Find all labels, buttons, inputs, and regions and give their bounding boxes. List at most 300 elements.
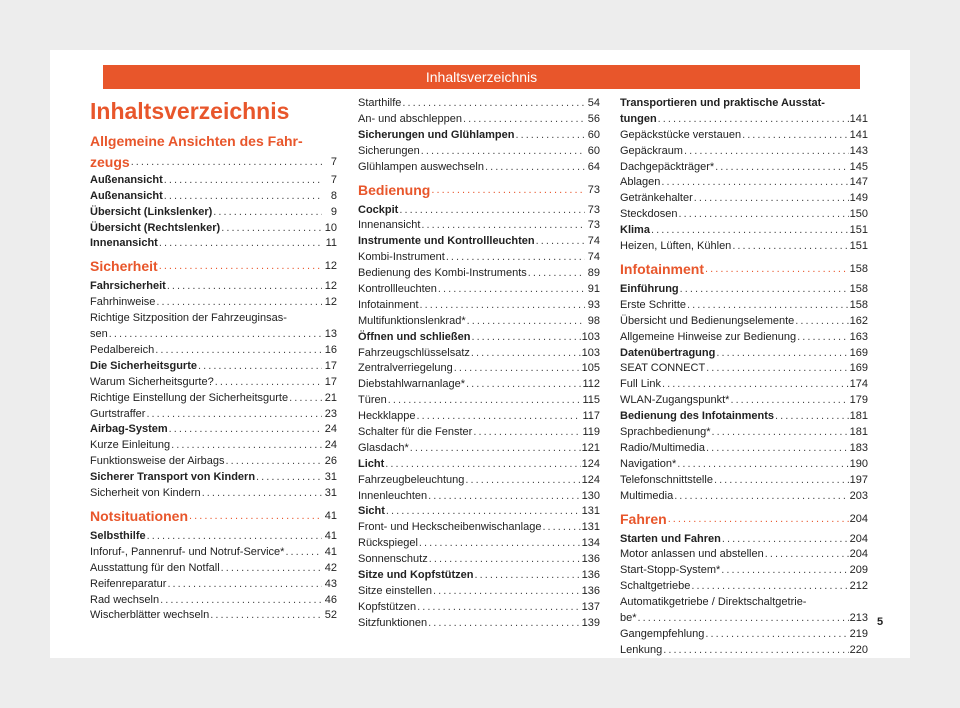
toc-entry[interactable] [358, 144, 600, 159]
toc-page-number: 163 [849, 330, 868, 343]
toc-entry[interactable] [90, 173, 337, 188]
toc-page-number: 24 [324, 423, 337, 436]
toc-entry[interactable] [358, 616, 600, 631]
toc-entry[interactable] [358, 314, 600, 329]
toc-page-number: 26 [324, 455, 337, 468]
toc-entry[interactable] [620, 532, 868, 547]
toc-entry-title: Starthilfe [358, 97, 402, 109]
toc-entry[interactable] [358, 552, 600, 567]
toc-page-number: 46 [324, 593, 337, 606]
dot-leader [706, 361, 848, 376]
toc-page-number: 73 [587, 183, 600, 196]
toc-section[interactable] [90, 153, 337, 172]
dot-leader [463, 112, 585, 127]
toc-entry[interactable] [620, 346, 868, 361]
toc-entry[interactable] [620, 191, 868, 206]
toc-entry-title: Schalter für die Fenster [358, 426, 473, 439]
dot-leader [663, 643, 848, 658]
toc-entry-title: Selbsthilfe [90, 530, 146, 543]
toc-entry[interactable] [358, 96, 600, 111]
toc-entry-title: Sitzfunktionen [358, 616, 428, 629]
dot-leader [485, 160, 585, 175]
dot-leader [221, 561, 322, 576]
toc-column-1 [90, 96, 337, 624]
dot-leader [256, 470, 322, 485]
toc-page-number: 41 [324, 545, 337, 558]
toc-entry-title: Lenkung [620, 643, 663, 656]
toc-entry[interactable] [90, 545, 337, 560]
dot-leader [226, 454, 322, 469]
toc-page-number: 24 [324, 439, 337, 452]
dot-leader [160, 593, 322, 608]
toc-entry-title: Motor anlassen und abstellen [620, 548, 764, 561]
toc-entry-title: Glasdach* [358, 441, 409, 454]
toc-entry-title: Türen [358, 394, 387, 407]
header-title: Inhaltsverzeichnis [425, 69, 538, 85]
toc-entry-title: Fahrsicherheit [90, 280, 166, 293]
toc-entry[interactable] [620, 643, 868, 658]
toc-page-number: 150 [849, 208, 868, 221]
toc-entry-title: Fahrhinweise [90, 296, 156, 309]
toc-entry-title: Rückspiegel [358, 537, 418, 550]
dot-leader [687, 298, 849, 313]
toc-page-number: 124 [581, 473, 600, 486]
toc-entry[interactable] [620, 425, 868, 440]
dot-leader [156, 295, 322, 310]
toc-page-number: 103 [581, 330, 600, 343]
toc-entry-title: Pedalbereich [90, 344, 155, 357]
toc-entry-title: Rad wechseln [90, 593, 160, 606]
toc-page-number: 74 [587, 251, 600, 264]
toc-entry[interactable] [358, 112, 600, 127]
toc-entry[interactable] [620, 563, 868, 578]
toc-page-number: 74 [587, 235, 600, 248]
toc-entry-title: Kopfstützen [358, 600, 417, 613]
dot-leader [542, 520, 580, 535]
toc-entry-title: Außenansicht [90, 173, 163, 186]
toc-page-number: 158 [849, 283, 868, 296]
toc-page-number: 209 [849, 564, 868, 577]
dot-leader [419, 536, 581, 551]
toc-entry[interactable] [90, 236, 337, 251]
dot-leader [797, 330, 849, 345]
toc-entry[interactable] [90, 407, 337, 422]
toc-page-number: 12 [324, 280, 337, 293]
dot-leader [420, 298, 585, 313]
toc-page-number: 151 [849, 224, 868, 237]
toc-page-number: 12 [324, 260, 337, 273]
toc-entry-title: Multimedia [620, 489, 674, 502]
toc-entry-title: sen [90, 328, 108, 341]
toc-entry[interactable] [90, 359, 337, 374]
toc-entry[interactable] [358, 457, 600, 472]
toc-page-number: 203 [849, 489, 868, 502]
toc-entry[interactable] [90, 343, 337, 358]
page-number: 5 [877, 616, 884, 628]
dot-leader [428, 489, 581, 504]
dot-leader [159, 257, 322, 276]
toc-page-number: 220 [849, 643, 868, 656]
toc-page-number: 31 [324, 471, 337, 484]
toc-page-number: 134 [581, 537, 600, 550]
dot-leader [446, 250, 585, 265]
toc-entry[interactable] [620, 160, 868, 175]
dot-leader [467, 314, 585, 329]
toc-entry[interactable] [358, 393, 600, 408]
toc-entry-title: be* [620, 612, 637, 625]
toc-page-number: 103 [581, 346, 600, 359]
toc-page-number: 136 [581, 553, 600, 566]
toc-entry[interactable] [358, 346, 600, 361]
toc-page-number: 219 [849, 627, 868, 640]
dot-leader [466, 377, 581, 392]
toc-entry[interactable] [620, 314, 868, 329]
toc-page-number: 64 [587, 160, 600, 173]
dot-leader [536, 234, 585, 249]
dot-leader [651, 223, 849, 238]
toc-entry[interactable] [620, 144, 868, 159]
toc-entry[interactable] [620, 489, 868, 504]
dot-leader [775, 409, 849, 424]
toc-page-number: 11 [325, 237, 337, 250]
dot-leader [706, 441, 849, 456]
toc-entry-title: Sitze und Kopfstützen [358, 569, 474, 582]
toc-entry[interactable] [358, 330, 600, 345]
toc-page-number: 183 [849, 441, 868, 454]
toc-entry[interactable] [620, 393, 868, 408]
toc-entry-title: Übersicht (Linkslenker) [90, 205, 213, 218]
dot-leader [721, 563, 848, 578]
toc-section[interactable] [620, 260, 868, 279]
dot-leader [421, 144, 585, 159]
dot-leader [171, 438, 322, 453]
toc-page-number: 158 [849, 263, 868, 276]
toc-page-number: 130 [581, 489, 600, 502]
toc-entry-title: Ablagen [620, 176, 661, 189]
toc-entry-title: Kontrollleuchten [358, 283, 437, 296]
toc-entry[interactable] [620, 473, 868, 488]
toc-entry-title: Heckklappe [358, 410, 416, 423]
toc-entry-title: Infotainment [358, 298, 419, 311]
toc-entry[interactable] [620, 298, 868, 313]
toc-entry-title: Übersicht (Rechtslenker) [90, 221, 221, 234]
toc-entry[interactable] [358, 250, 600, 265]
toc-entry-title: Sicherer Transport von Kindern [90, 471, 256, 484]
dot-leader [433, 584, 581, 599]
toc-entry[interactable] [620, 239, 868, 254]
toc-entry-title: Allgemeine Hinweise zur Bedienung [620, 330, 797, 343]
dot-leader [515, 128, 585, 143]
toc-entry-title: Gangempfehlung [620, 627, 705, 640]
toc-entry-title: Einführung [620, 283, 679, 296]
toc-entry[interactable] [90, 221, 337, 236]
toc-page-number: 169 [849, 346, 868, 359]
toc-entry[interactable] [90, 529, 337, 544]
toc-entry[interactable] [358, 361, 600, 376]
toc-page-number: 136 [581, 584, 600, 597]
toc-entry[interactable] [90, 205, 337, 220]
toc-entry[interactable] [358, 584, 600, 599]
dot-leader [386, 504, 581, 519]
toc-page-number: 190 [849, 457, 868, 470]
dot-leader [429, 552, 581, 567]
dot-leader [678, 207, 848, 222]
toc-page-number: 117 [582, 410, 600, 423]
toc-page-number: 149 [849, 192, 868, 205]
toc-entry-title: Fahrzeugschlüsselsatz [358, 346, 470, 359]
toc-page-number: 17 [324, 375, 337, 388]
toc-entry-title: Innenleuchten [358, 489, 428, 502]
dot-leader [402, 96, 585, 111]
dot-leader [473, 425, 581, 440]
toc-entry[interactable] [90, 577, 337, 592]
toc-entry[interactable] [90, 189, 337, 204]
dot-leader [730, 393, 848, 408]
toc-entry[interactable] [90, 422, 337, 437]
toc-entry[interactable] [620, 377, 868, 392]
dot-leader [674, 489, 848, 504]
toc-page-number: 181 [849, 426, 868, 439]
toc-page-number: 23 [324, 407, 337, 420]
dot-leader [159, 236, 322, 251]
dot-leader [528, 266, 585, 281]
dot-leader [164, 189, 322, 204]
toc-entry[interactable] [620, 457, 868, 472]
toc-entry[interactable] [358, 504, 600, 519]
toc-entry-title: Außenansicht [90, 189, 163, 202]
dot-leader [198, 359, 322, 374]
dot-leader [215, 375, 322, 390]
toc-page-number: 31 [324, 487, 337, 500]
toc-page-number: 21 [324, 391, 337, 404]
toc-page-number: 204 [849, 548, 868, 561]
toc-entry-title: Reifenreparatur [90, 577, 167, 590]
dot-leader [202, 486, 322, 501]
toc-entry[interactable] [358, 266, 600, 281]
toc-page-number: 7 [330, 156, 337, 168]
toc-entry-text: Richtige Sitzposition der Fahrzeuginsas- [90, 312, 287, 325]
toc-entry[interactable] [620, 207, 868, 222]
toc-entry-title: Warum Sicherheitsgurte? [90, 375, 214, 388]
toc-entry-title: Sitze einstellen [358, 584, 432, 597]
toc-page-number: 121 [581, 441, 600, 454]
toc-entry-title: Fahrzeugbeleuchtung [358, 473, 465, 486]
toc-entry[interactable] [90, 279, 337, 294]
toc-entry-title: Sprachbedienung* [620, 426, 711, 439]
toc-entry[interactable] [620, 441, 868, 456]
toc-entry[interactable] [620, 223, 868, 238]
toc-entry[interactable] [620, 611, 868, 626]
toc-page-number: 73 [587, 203, 600, 216]
toc-entry-text: Transportieren und praktische Ausstat- [620, 97, 825, 109]
dot-leader [416, 409, 581, 424]
toc-entry[interactable] [358, 409, 600, 424]
toc-entry[interactable] [358, 600, 600, 615]
toc-entry[interactable] [358, 568, 600, 583]
toc-entry[interactable] [90, 593, 337, 608]
toc-entry-title: Öffnen und schließen [358, 330, 471, 343]
toc-entry[interactable] [90, 561, 337, 576]
toc-entry-title: Die Sicherheitsgurte [90, 359, 197, 372]
toc-entry[interactable] [358, 377, 600, 392]
toc-page-number: 56 [587, 112, 600, 125]
toc-entry[interactable] [358, 128, 600, 143]
toc-page-number: 54 [587, 97, 600, 109]
toc-entry-title: Steckdosen [620, 208, 678, 221]
toc-page-number: 137 [581, 600, 600, 613]
toc-entry-title: Richtige Einstellung der Sicherheitsgurte [90, 391, 289, 404]
toc-entry[interactable] [620, 330, 868, 345]
toc-entry-title: Notsituationen [90, 508, 188, 525]
toc-entry-title: Heizen, Lüften, Kühlen [620, 240, 732, 253]
toc-entry[interactable] [358, 520, 600, 535]
toc-entry[interactable] [620, 409, 868, 424]
toc-entry[interactable] [90, 608, 337, 623]
toc-entry[interactable] [90, 375, 337, 390]
toc-entry-title: Gepäckraum [620, 144, 683, 157]
toc-page-number: 169 [849, 362, 868, 375]
toc-entry-title: Sicherungen [358, 144, 420, 157]
toc-page-number: 112 [582, 378, 600, 391]
toc-entry-title: zeugs [90, 154, 130, 170]
toc-section[interactable] [358, 181, 600, 200]
dot-leader [438, 282, 585, 297]
toc-entry[interactable] [90, 327, 337, 342]
toc-entry[interactable] [620, 547, 868, 562]
dot-leader [722, 532, 849, 547]
toc-entry[interactable] [620, 627, 868, 642]
dot-leader [431, 181, 585, 200]
toc-entry[interactable] [620, 282, 868, 297]
toc-page-number: 7 [330, 173, 337, 186]
toc-column-3 [620, 96, 868, 659]
toc-entry[interactable] [358, 441, 600, 456]
toc-entry-title: Instrumente und Kontrollleuchten [358, 235, 535, 248]
toc-page-number: 145 [849, 160, 868, 173]
toc-page-number: 10 [324, 221, 337, 234]
toc-entry-title: Funktionsweise der Airbags [90, 455, 225, 468]
toc-entry[interactable] [90, 438, 337, 453]
toc-entry-title: Gepäckstücke verstauen [620, 128, 742, 141]
toc-entry-title: Multifunktionslenkrad* [358, 314, 466, 327]
toc-entry[interactable] [620, 128, 868, 143]
toc-entry[interactable] [90, 454, 337, 469]
dot-leader [465, 473, 580, 488]
dot-leader [155, 343, 322, 358]
dot-leader [795, 314, 848, 329]
toc-entry-title: Licht [358, 457, 385, 470]
toc-entry[interactable] [358, 234, 600, 249]
toc-entry-title: WLAN-Zugangspunkt* [620, 394, 730, 407]
dot-leader [169, 422, 322, 437]
dot-leader [210, 608, 322, 623]
dot-leader [694, 191, 849, 206]
toc-entry[interactable] [90, 470, 337, 485]
toc-page-number: 41 [324, 510, 337, 523]
dot-leader [428, 616, 581, 631]
toc-page-number: 158 [849, 298, 868, 311]
toc-entry-title: SEAT CONNECT [620, 362, 706, 375]
toc-entry-title: Schaltgetriebe [620, 580, 691, 593]
toc-entry[interactable] [90, 391, 337, 406]
toc-entry-title: Klima [620, 224, 650, 237]
toc-entry[interactable] [358, 218, 600, 233]
toc-entry[interactable] [358, 298, 600, 313]
toc-entry-title: Infotainment [620, 261, 704, 278]
toc-page-number: 131 [581, 505, 600, 518]
toc-entry[interactable] [358, 489, 600, 504]
toc-entry[interactable] [620, 579, 868, 594]
dot-leader [715, 160, 848, 175]
toc-entry-text: Automatikgetriebe / Direktschaltgetrie- [620, 596, 807, 609]
toc-page-number: 16 [324, 344, 337, 357]
toc-entry-title: Ausstattung für den Notfall [90, 561, 220, 574]
toc-page-number: 17 [324, 359, 337, 372]
toc-entry[interactable] [358, 282, 600, 297]
dot-leader [471, 330, 580, 345]
dot-leader [638, 611, 849, 626]
dot-leader [658, 112, 849, 127]
toc-entry[interactable] [90, 486, 337, 501]
toc-page-number: 60 [587, 144, 600, 157]
toc-entry[interactable] [90, 295, 337, 310]
toc-entry-title: Inforuf-, Pannenruf- und Notruf-Service* [90, 545, 285, 558]
toc-entry[interactable] [620, 112, 868, 127]
toc-page-number: 9 [330, 205, 337, 218]
toc-page-number: 162 [849, 314, 868, 327]
toc-page-number: 93 [587, 298, 600, 311]
dot-leader [289, 391, 322, 406]
dot-leader [410, 441, 581, 456]
toc-entry[interactable] [620, 361, 868, 376]
toc-entry-title: Dachgepäckträger* [620, 160, 715, 173]
toc-entry-title: Starten und Fahren [620, 532, 721, 545]
toc-page-number: 131 [581, 521, 600, 534]
toc-entry[interactable] [358, 203, 600, 218]
toc-entry-title: Bedienung [358, 181, 431, 198]
toc-page-number: 141 [849, 112, 868, 125]
toc-section[interactable] [90, 257, 337, 276]
dot-leader [677, 457, 848, 472]
toc-entry[interactable] [358, 536, 600, 551]
toc-entry[interactable] [358, 425, 600, 440]
toc-page-number: 181 [849, 410, 868, 423]
toc-section[interactable] [620, 510, 868, 529]
toc-entry-title: Kombi-Instrument [358, 251, 445, 264]
toc-page-number: 139 [581, 616, 600, 629]
dot-leader [765, 547, 849, 562]
toc-entry-title: Innenansicht [90, 237, 158, 250]
dot-leader [705, 627, 848, 642]
dot-leader [475, 568, 581, 583]
dot-leader [471, 346, 581, 361]
dot-leader [714, 473, 849, 488]
toc-entry-title: Airbag-System [90, 423, 168, 436]
toc-page-number: 151 [849, 240, 868, 253]
toc-entry[interactable] [620, 175, 868, 190]
toc-page-number: 174 [849, 378, 868, 391]
toc-entry-title: Datenübertragung [620, 346, 716, 359]
toc-entry[interactable] [358, 473, 600, 488]
toc-page-number: 119 [582, 426, 600, 439]
toc-page-number: 179 [849, 394, 868, 407]
toc-entry-title: Glühlampen auswechseln [358, 160, 484, 173]
toc-entry[interactable] [358, 160, 600, 175]
toc-entry-title: Zentralverriegelung [358, 362, 453, 375]
toc-entry-title: Sicht [358, 505, 385, 518]
dot-leader [684, 144, 849, 159]
toc-section[interactable] [90, 507, 337, 526]
